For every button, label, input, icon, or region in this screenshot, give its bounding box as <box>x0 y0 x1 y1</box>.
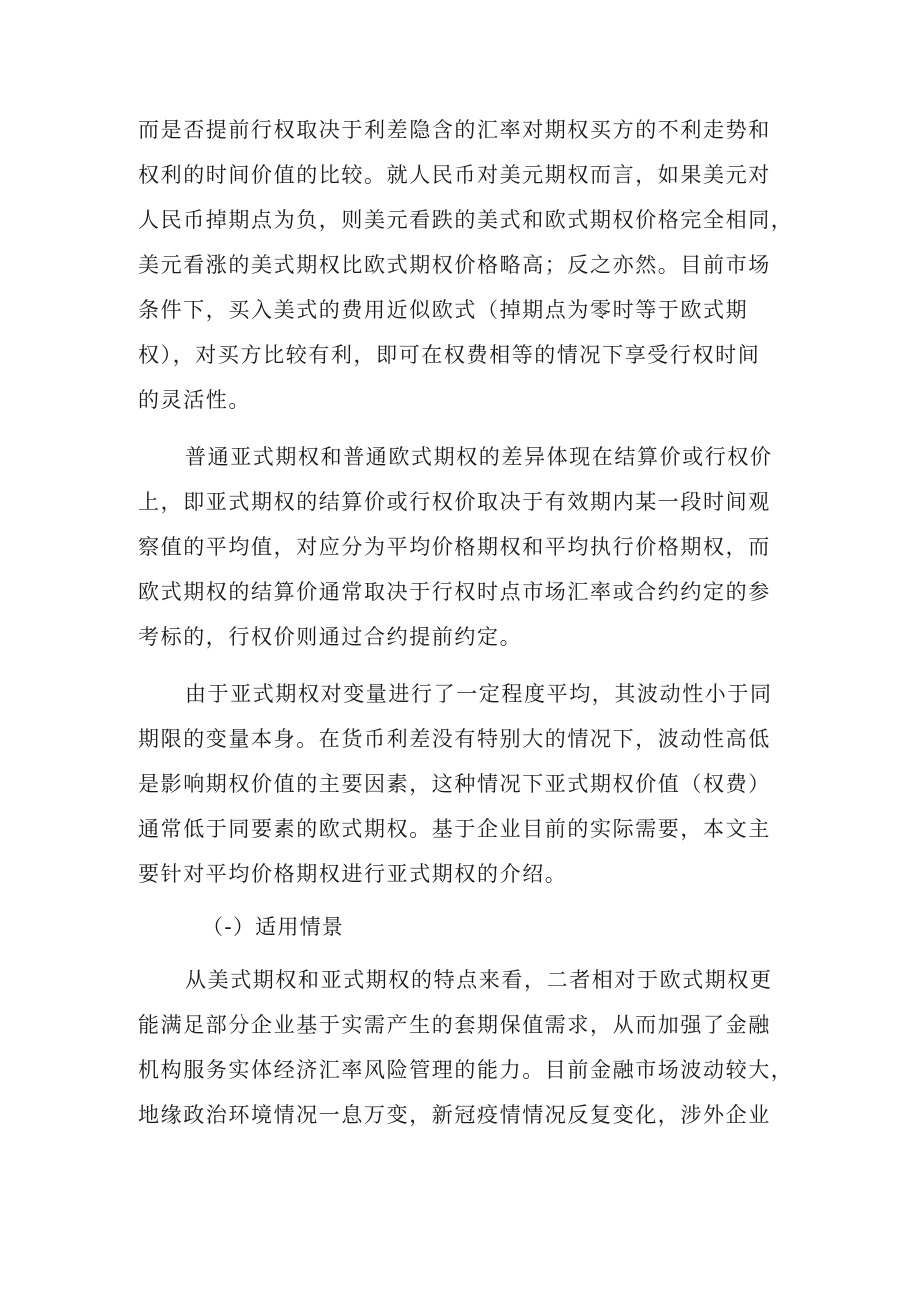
text-line: 美元看涨的美式期权比欧式期权价格略高；反之亦然。目前市场 <box>138 253 771 277</box>
text-line: 普通亚式期权和普通欧式期权的差异体现在结算价或行权价 <box>185 445 773 469</box>
text-line: 权），对买方比较有利，即可在权费相等的情况下享受行权时间 <box>138 343 761 367</box>
paragraph-spacer <box>138 423 798 435</box>
paragraph-spacer <box>138 950 798 958</box>
text-line: 从美式期权和亚式期权的特点来看，二者相对于欧式期权更 <box>185 968 773 992</box>
text-line: 人民币掉期点为负，则美元看跌的美式和欧式期权价格完全相同， <box>138 208 794 232</box>
text-line: 的灵活性。 <box>138 388 251 412</box>
section-heading: （-）适用情景 <box>202 915 344 939</box>
text-line: 是影响期权价值的主要因素，这种情况下亚式期权价值（权费） <box>138 772 771 796</box>
text-line: 考标的，行权价则通过合约提前约定。 <box>138 625 523 649</box>
text-line: 权利的时间价值的比较。就人民币对美元期权而言，如果美元对 <box>138 163 771 187</box>
text-line: 而是否提前行权取决于利差隐含的汇率对期权买方的不利走势和 <box>138 118 771 142</box>
text-line: 地缘政治环境情况一息万变，新冠疫情情况反复变化，涉外企业 <box>138 1103 771 1127</box>
paragraph-spacer <box>138 660 798 672</box>
text-line: 期限的变量本身。在货币利差没有特别大的情况下，波动性高低 <box>138 727 771 751</box>
text-line: 要针对平均价格期权进行亚式期权的介绍。 <box>138 862 568 886</box>
paragraph-asian-vs-european <box>138 435 798 660</box>
text-line: 条件下，买入美式的费用近似欧式（掉期点为零时等于欧式期 <box>138 298 749 322</box>
paragraph-volatility <box>138 672 798 897</box>
text-line: 通常低于同要素的欧式期权。基于企业目前的实际需要，本文主 <box>138 817 771 841</box>
text-line: 上，即亚式期权的结算价或行权价取决于有效期内某一段时间观 <box>138 490 771 514</box>
paragraph-applicable-scenarios <box>138 958 798 1138</box>
paragraph-early-exercise <box>138 108 798 423</box>
text-line: 机构服务实体经济汇率风险管理的能力。目前金融市场波动较大， <box>138 1058 794 1082</box>
document-body <box>138 108 798 1138</box>
text-line: 欧式期权的结算价通常取决于行权时点市场汇率或合约约定的参 <box>138 580 771 604</box>
text-line: 察值的平均值，对应分为平均价格期权和平均执行价格期权，而 <box>138 535 771 559</box>
text-line: 由于亚式期权对变量进行了一定程度平均，其波动性小于同 <box>185 682 773 706</box>
text-line: 能满足部分企业基于实需产生的套期保值需求，从而加强了金融 <box>138 1013 771 1037</box>
paragraph-spacer <box>138 897 798 905</box>
